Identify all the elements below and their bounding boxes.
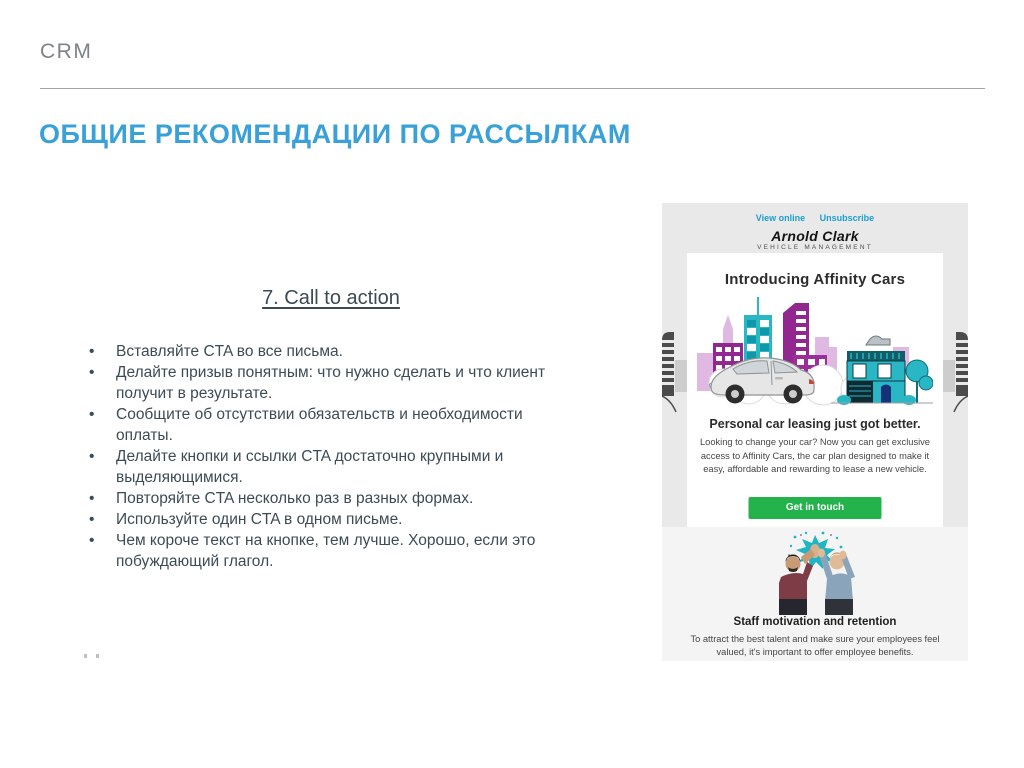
email-hero-subheading: Personal car leasing just got better. [709,417,921,431]
email-secondary-section [662,527,968,661]
list-item: • Делайте кнопки и ссылки CTA достаточно крупными и выделяющимися. [85,446,577,488]
staff-highfive-photo [749,531,881,615]
email-header-links [662,213,968,223]
footnote-marks [84,654,99,658]
list-item: • Вставляйте CTA во все письма. [85,341,577,362]
arnold-clark-logo [662,229,968,252]
header-divider [40,88,985,89]
section-heading: 7. Call to action [262,287,400,309]
unsubscribe-link[interactable]: Unsubscribe [819,213,875,223]
page-title: ОБЩИЕ РЕКОМЕНДАЦИИ ПО РАССЫЛКАМ [39,119,631,149]
slide-header: CRM [40,40,93,63]
logo-tagline: VEHICLE MANAGEMENT [757,244,873,251]
email-secondary-heading: Staff motivation and retention [733,616,897,628]
email-hero-card [687,253,943,527]
list-item: • Чем короче текст на кнопке, тем лучше. Хорошо, если это побуждающий глагол. [85,530,577,572]
side-building-right-illustration [942,320,968,415]
list-item: • Повторяйте CTA несколько раз в разных формах. [85,488,577,509]
list-item: • Делайте призыв понятным: что нужно сделать и что клиент получит в результате. [85,362,577,404]
email-hero-body: Looking to change your car? Now you can get exclusive access to Affinity Cars, the car plan designed to make it easy, affordable and rewarding to lease a new vehicle. [700,437,930,474]
side-building-left-illustration [662,320,688,415]
city-illustration [697,295,933,413]
email-secondary-body: To attract the best talent and make sure your employees feel valued, it's important to offer employee benefits. [690,634,940,657]
recommendations-section [85,287,577,572]
bullet-list [85,341,577,572]
view-online-link[interactable]: View online [755,213,806,223]
list-item: • Используйте один CTA в одном письме. [85,509,577,530]
email-hero-heading: Introducing Affinity Cars [724,271,906,288]
list-item: • Сообщите об отсутствии обязательств и необходимости оплаты. [85,404,577,446]
logo-name: Arnold Clark [771,228,859,244]
email-screenshot [662,203,968,661]
get-in-touch-button[interactable]: Get in touch [749,497,882,519]
